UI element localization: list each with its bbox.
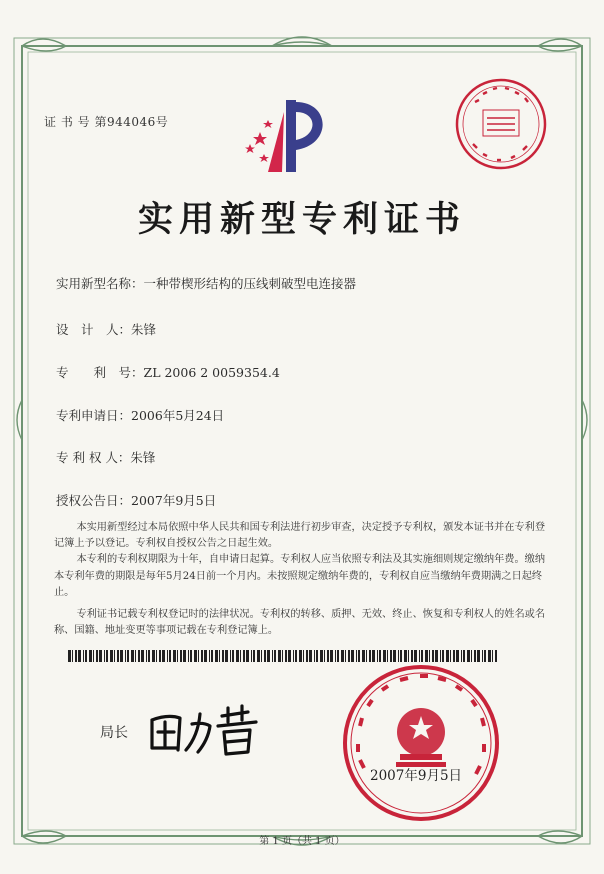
field-value: 朱锋 [130, 450, 156, 465]
field-value: 朱锋 [131, 322, 157, 337]
field-value: 2007年9月5日 [131, 493, 217, 508]
field-label: 设 计 人： [56, 322, 132, 337]
field-patentee [56, 448, 155, 466]
field-announcement-date [56, 491, 216, 509]
director-signature [138, 700, 268, 762]
agency-seal-icon [453, 76, 549, 172]
field-utility-model-name [56, 274, 356, 292]
body-paragraph: 专利证书记载专利权登记时的法律状况。专利权的转移、质押、无效、终止、恢复和专利权人的姓名或名称、国籍、地址变更等事项记载在专利登记簿上。 [54, 609, 546, 637]
certificate-title: 实用新型专利证书 [137, 199, 466, 240]
field-value: ZL 2006 2 0059354.4 [143, 365, 280, 380]
official-seal-icon [340, 662, 502, 824]
issue-date: 2007年9月5日 [370, 768, 463, 784]
field-label: 专利申请日： [56, 408, 132, 423]
body-paragraph: 本实用新型经过本局依照中华人民共和国专利法进行初步审查，决定授予专利权，颁发本证书并在专利登记簿上予以登记。专利权自授权公告之日起生效。 [54, 522, 546, 550]
field-value: 2006年5月24日 [131, 408, 225, 423]
sipo-logo-icon [238, 92, 338, 177]
barcode [68, 650, 498, 662]
field-application-date [56, 406, 224, 424]
director-label: 局长 [100, 725, 128, 741]
page-footer: 第 1 页（共 1 页） [259, 836, 345, 847]
field-value: 一种带楔形结构的压线刺破型电连接器 [143, 276, 357, 291]
field-patent-number [56, 363, 280, 381]
field-label: 专 利 权 人： [56, 450, 131, 465]
field-label: 实用新型名称： [56, 276, 144, 291]
certificate-number: 证 书 号 第944046号 [44, 115, 169, 129]
field-label: 授权公告日： [56, 493, 132, 508]
field-designer [56, 320, 156, 338]
field-label: 专 利 号： [56, 365, 144, 380]
body-paragraph: 本专利的专利权期限为十年，自申请日起算。专利权人应当依照专利法及其实施细则规定缴纳年费。缴纳本专利年费的期限是每年5月24日前一个月内。未按照规定缴纳年费的，专利权自应当缴纳年费期满之日起终止。 [54, 554, 546, 598]
certificate-body [54, 520, 548, 639]
